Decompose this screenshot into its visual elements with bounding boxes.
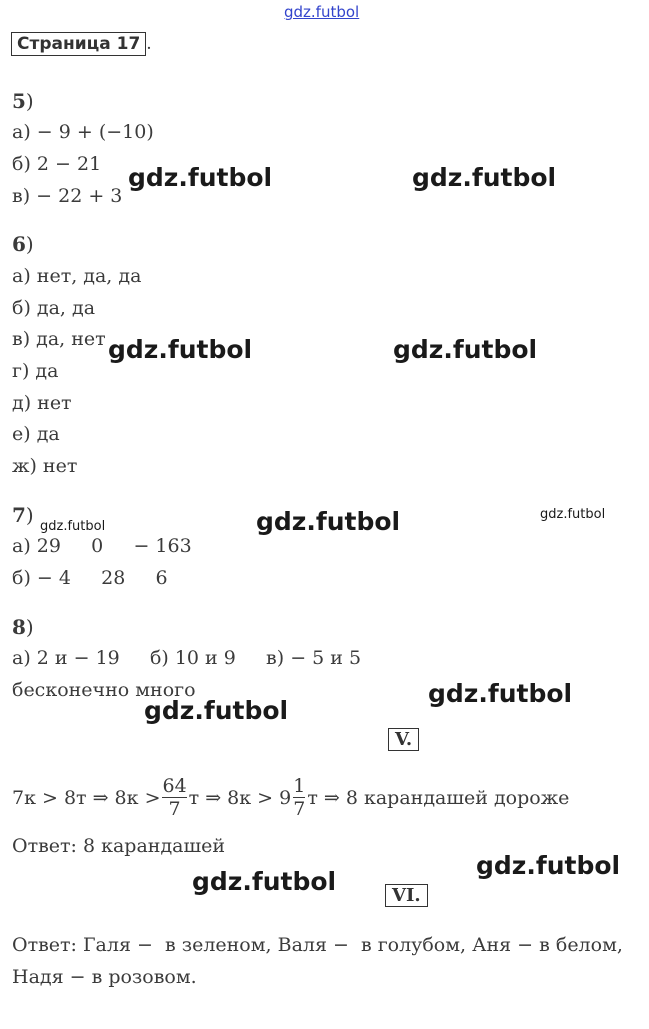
watermark: gdz.futbol — [192, 867, 337, 896]
section-v-expr-part3: т ⇒ 8 карандашей дороже — [307, 786, 570, 809]
section-5-line-a: а) − 9 + (−10) — [12, 121, 154, 143]
fraction-numerator: 1 — [293, 775, 306, 797]
section-v-expr-part2: т ⇒ 8к > 9 — [188, 786, 292, 809]
section-6-line-d: г) да — [12, 360, 59, 382]
watermark-small: gdz.futbol — [40, 519, 106, 534]
section-6-line-a: а) нет, да, да — [12, 265, 142, 287]
section-8-line-b: бесконечно много — [12, 679, 196, 701]
fraction-denominator: 7 — [293, 798, 306, 820]
section-7-line-a: а) 29 0 − 163 — [12, 535, 192, 557]
section-6-line-b: б) да, да — [12, 297, 96, 319]
section-6-line-g: ж) нет — [12, 455, 78, 477]
watermark: gdz.futbol — [476, 851, 621, 880]
watermark-small: gdz.futbol — [540, 507, 606, 522]
watermark: gdz.futbol — [108, 335, 253, 364]
page-title — [11, 32, 152, 56]
section-8-number: 8) — [12, 615, 34, 639]
section-v-expr-part1: 7к > 8т ⇒ 8к > — [12, 786, 161, 809]
fraction-denominator: 7 — [162, 797, 186, 820]
section-v-answer: Ответ: 8 карандашей — [12, 835, 226, 857]
section-v-expression — [12, 775, 569, 820]
page-title-dot: . — [146, 34, 152, 54]
section-vi-label: VI. — [385, 884, 428, 908]
top-watermark-link[interactable]: gdz.futbol — [284, 3, 360, 21]
section-6-line-c: в) да, нет — [12, 328, 106, 350]
section-7-line-b: б) − 4 28 6 — [12, 567, 168, 589]
watermark: gdz.futbol — [393, 335, 538, 364]
fraction-64-7 — [162, 775, 186, 820]
watermark: gdz.futbol — [128, 163, 273, 192]
section-6-line-f: е) да — [12, 423, 60, 445]
section-vi-answer-line1: Ответ: Галя − в зеленом, Валя − в голубом, Аня − в белом, — [12, 934, 623, 956]
section-6-line-e: д) нет — [12, 392, 72, 414]
section-v-label: V. — [388, 728, 419, 752]
section-vi-answer-line2: Надя − в розовом. — [12, 966, 197, 988]
watermark: gdz.futbol — [412, 163, 557, 192]
watermark: gdz.futbol — [144, 696, 289, 725]
watermark: gdz.futbol — [256, 507, 401, 536]
section-5-line-b: б) 2 − 21 — [12, 153, 102, 175]
section-5-number: 5) — [12, 89, 34, 113]
fraction-1-7 — [293, 775, 305, 820]
section-8-line-a: а) 2 и − 19 б) 10 и 9 в) − 5 и 5 — [12, 647, 362, 669]
fraction-numerator: 64 — [162, 775, 187, 797]
watermark: gdz.futbol — [428, 679, 573, 708]
section-6-number: 6) — [12, 232, 34, 256]
page-title-box: Страница 17 — [11, 32, 146, 56]
section-5-line-c: в) − 22 + 3 — [12, 185, 123, 207]
section-7-number: 7) — [12, 503, 34, 527]
